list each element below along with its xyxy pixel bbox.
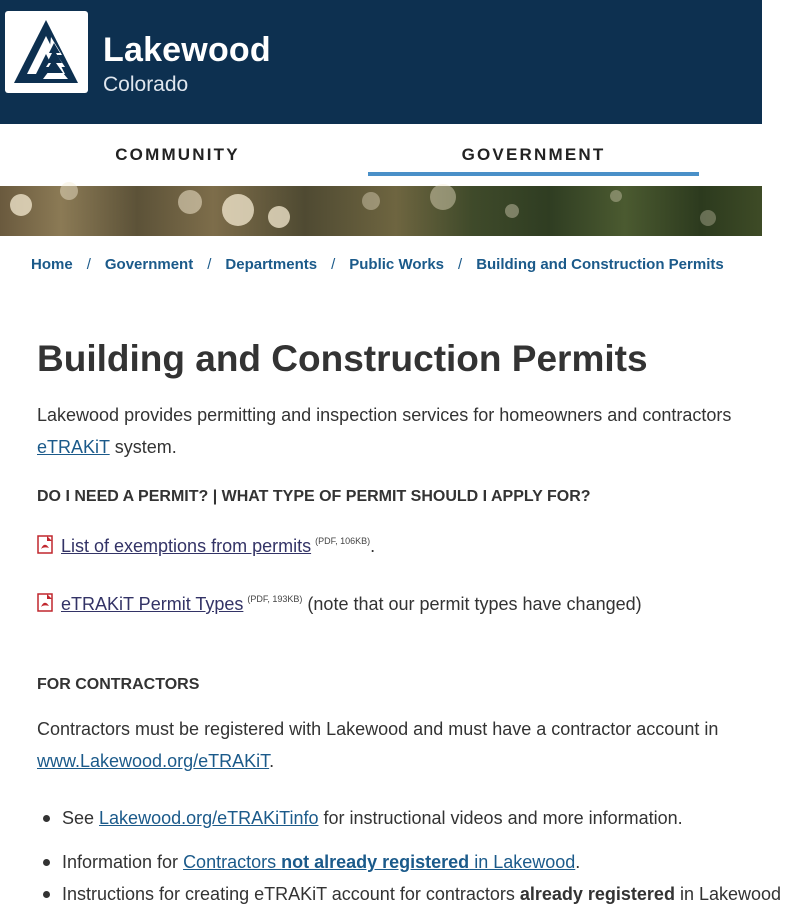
contractors-paragraph — [37, 713, 777, 777]
mountain-tree-icon — [5, 11, 88, 93]
file-suffix: . — [370, 536, 376, 556]
pdf-icon — [37, 593, 55, 620]
lakewood-logo[interactable] — [5, 11, 88, 93]
breadcrumb — [31, 256, 724, 273]
breadcrumb-current-page[interactable]: Building and Construction Permits — [476, 256, 724, 273]
breadcrumb-government[interactable]: Government — [104, 256, 194, 273]
file-row-permit-types — [37, 586, 642, 620]
list-item — [37, 849, 777, 875]
list-item-text: . — [575, 852, 581, 872]
etrakit-info-link[interactable]: Lakewood.org/eTRAKiTinfo — [99, 808, 319, 828]
intro-text: Lakewood provides permitting and inspection services for homeowners and contractors — [37, 405, 732, 425]
contractors-not-registered-link[interactable] — [183, 852, 575, 872]
etrakit-link[interactable]: eTRAKiT — [37, 437, 110, 457]
site-header — [0, 0, 762, 124]
pdf-icon — [37, 535, 55, 562]
brand-subtitle: Colorado — [103, 73, 189, 96]
contractors-text: Contractors must be registered with Lakewood and must have a contractor account in — [37, 719, 719, 739]
hero-banner-image — [0, 186, 762, 236]
page-title: Building and Construction Permits — [37, 338, 648, 379]
list-item — [37, 881, 782, 907]
permit-types-link[interactable]: eTRAKiT Permit Types — [61, 594, 244, 614]
link-part: in Lakewood — [469, 852, 576, 872]
tab-government[interactable]: GOVERNMENT — [461, 145, 606, 164]
permit-section-heading: DO I NEED A PERMIT? | WHAT TYPE OF PERMIT SHOULD I APPLY FOR? — [37, 488, 591, 505]
contractors-heading: FOR CONTRACTORS — [37, 676, 200, 693]
breadcrumb-public-works[interactable]: Public Works — [349, 256, 445, 273]
tab-community[interactable]: COMMUNITY — [115, 145, 240, 164]
file-row-exemptions — [37, 528, 375, 562]
active-tab-indicator — [368, 172, 699, 176]
lakewood-etrakit-link[interactable]: www.Lakewood.org/eTRAKiT — [37, 751, 270, 771]
breadcrumb-separator: / — [86, 256, 91, 273]
list-item-bold: already registered — [519, 884, 675, 904]
file-suffix: (note that our permit types have changed) — [302, 594, 642, 614]
list-item — [37, 805, 777, 831]
exemptions-link[interactable]: List of exemptions from permits — [61, 536, 312, 556]
file-info: (PDF, 106KB) — [315, 536, 371, 546]
brand-name[interactable]: Lakewood — [103, 31, 271, 69]
list-item-text: Instructions for creating eTRAKiT account for contractors — [62, 884, 520, 904]
contractor-info-list — [37, 805, 782, 907]
main-nav — [0, 124, 762, 186]
link-suffix: . — [269, 751, 275, 771]
link-part-bold: not already registered — [281, 852, 470, 872]
list-item-text: Information for — [62, 852, 184, 872]
breadcrumb-separator: / — [331, 256, 336, 273]
breadcrumb-departments[interactable]: Departments — [225, 256, 318, 273]
list-item-text: See — [62, 808, 100, 828]
link-part: Contractors — [183, 852, 282, 872]
breadcrumb-home[interactable]: Home — [31, 256, 73, 273]
breadcrumb-separator: / — [207, 256, 212, 273]
file-info: (PDF, 193KB) — [247, 594, 303, 604]
intro-tail: system. — [109, 437, 177, 457]
intro-paragraph — [37, 399, 797, 463]
list-item-text: in Lakewood — [674, 884, 782, 904]
breadcrumb-separator: / — [458, 256, 463, 273]
list-item-text: for instructional videos and more information. — [318, 808, 683, 828]
